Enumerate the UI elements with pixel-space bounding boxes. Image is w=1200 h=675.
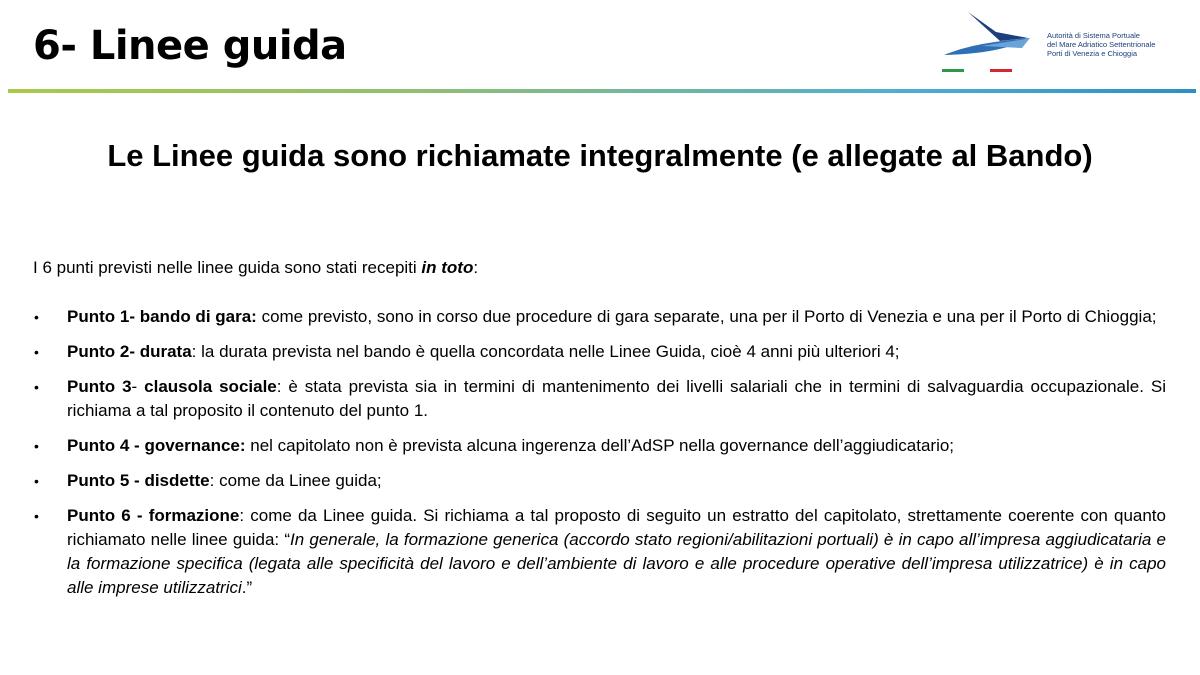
bullet-icon: • xyxy=(34,379,39,395)
header-divider xyxy=(8,89,1196,93)
point-quote: In generale, la formazione generica (accordo stato regioni/abilitazioni portuali) è in capo all’impresa aggiudicataria e la formazione specifica (legata alle specificità del lavoro e dell’ambiente di lavoro e alle procedure operative dell’impresa utilizzatrice) è in capo alle imprese utilizzatrici xyxy=(67,530,1166,597)
bullet-icon: • xyxy=(34,344,39,360)
point-label: Punto 2- durata xyxy=(67,342,192,361)
point-text-end: .” xyxy=(241,578,253,597)
point-text: nel capitolato non è prevista alcuna ingerenza dell’AdSP nella governance dell’aggiudicatario; xyxy=(245,436,955,455)
intro-text-end: : xyxy=(473,258,479,277)
logo-line: del Mare Adriatico Settentrionale xyxy=(1047,40,1156,49)
intro-emphasis: in toto xyxy=(421,258,474,277)
point-label-separator: - xyxy=(131,377,145,396)
list-item xyxy=(33,434,1166,458)
list-item xyxy=(33,504,1166,600)
point-label: Punto 6 - formazione xyxy=(67,506,240,525)
point-text: : è stata prevista sia in termini di mantenimento dei livelli salariali che in termini di salvaguardia occupazionale. Si richiama a tal proposito il contenuto del punto 1. xyxy=(67,377,1166,420)
logo-line: Autorità di Sistema Portuale xyxy=(1047,31,1140,40)
list-item xyxy=(33,469,1166,493)
point-label: Punto 3 xyxy=(67,377,132,396)
point-label: clausola sociale xyxy=(144,377,277,396)
logo-flag-red xyxy=(990,69,1012,72)
point-text: come previsto, sono in corso due procedure di gara separate, una per il Porto di Venezia e una per il Porto di Chioggia; xyxy=(256,307,1157,326)
point-text: : come da Linee guida. Si richiama a tal proposto di seguito un estratto del capitolato, strettamente coerente con quanto richiamato nelle linee guida: “ xyxy=(67,506,1166,549)
slide-subtitle: Le Linee guida sono richiamate integralmente (e allegate al Bando) xyxy=(107,138,1093,173)
list-item xyxy=(33,375,1166,423)
point-text: : la durata prevista nel bando è quella concordata nelle Linee Guida, cioè 4 anni più ulteriori 4; xyxy=(191,342,900,361)
points-list xyxy=(33,305,1166,611)
bullet-icon: • xyxy=(34,438,39,454)
bullet-icon: • xyxy=(34,508,39,524)
logo-text xyxy=(1047,31,1155,58)
logo-flag-green xyxy=(942,69,964,72)
bullet-icon: • xyxy=(34,309,39,325)
logo-line: Porti di Venezia e Chioggia xyxy=(1047,49,1138,58)
list-item xyxy=(33,305,1166,329)
point-label: Punto 1- bando di gara: xyxy=(67,307,257,326)
intro-text xyxy=(33,257,478,279)
logo-wing-dark xyxy=(968,12,1028,41)
list-item xyxy=(33,340,1166,364)
point-text: : come da Linee guida; xyxy=(209,471,382,490)
point-label: Punto 4 - governance: xyxy=(67,436,246,455)
bullet-icon: • xyxy=(34,473,39,489)
slide-title: 6- Linee guida xyxy=(33,23,347,69)
point-label: Punto 5 - disdette xyxy=(67,471,210,490)
intro-text-start: I 6 punti previsti nelle linee guida sono stati recepiti xyxy=(33,258,422,277)
